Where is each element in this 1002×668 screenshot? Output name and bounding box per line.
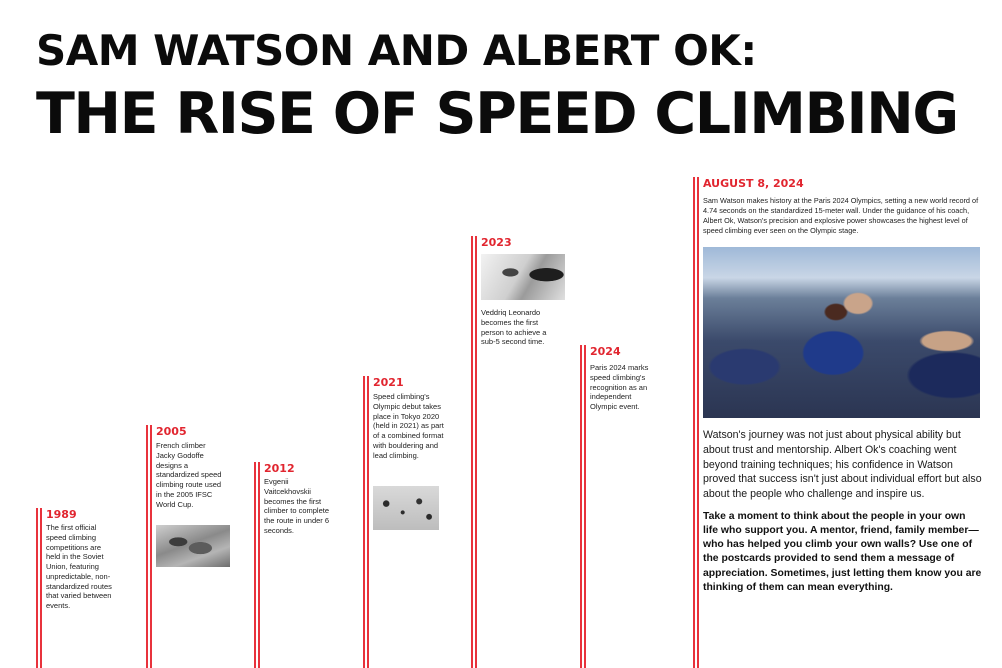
timeline-rail: [36, 508, 43, 668]
timeline-entry-2023: [471, 236, 571, 668]
timeline-rail: [146, 425, 153, 668]
event-description: Paris 2024 marks speed climbing's recognition as an independent Olympic event.: [590, 363, 649, 411]
event-year: AUGUST 8, 2024: [703, 177, 804, 190]
event-photo: [373, 486, 439, 530]
timeline-entry-2005: [146, 425, 236, 668]
page-title-line-2: THE RISE OF SPEED CLIMBING: [36, 81, 958, 147]
event-description: French climber Jacky Godoffe designs a standardized speed climbing route used in the 2005 IFSC World Cup.: [156, 441, 222, 509]
event-description: Veddriq Leonardo becomes the first person to achieve a sub-5 second time.: [481, 308, 547, 347]
timeline-rail: [693, 177, 700, 668]
event-paragraph: Watson's journey was not just about physical ability but about trust and mentorship. Albert Ok's coaching went beyond training techniques; his confidence in Watson proved that success isn't just about individual effort but also about the people who challenge and inspire us.: [703, 429, 982, 501]
event-description: Speed climbing's Olympic debut takes place in Tokyo 2020 (held in 2021) as part of a combined format with bouldering and lead climbing.: [373, 392, 444, 460]
timeline-entry-2021: [363, 376, 453, 668]
timeline-rail: [471, 236, 478, 668]
event-description: Sam Watson makes history at the Paris 2024 Olympics, setting a new world record of 4.74 seconds on the standardized 15-meter wall. Under the guidance of his coach, Albert Ok, Watson's precision and explosive power showcases the highest level of speed climbing ever seen on the Olympic stage.: [703, 196, 979, 236]
page-title-line-1: SAM WATSON AND ALBERT OK:: [36, 26, 757, 75]
event-photo: [156, 525, 230, 567]
call-to-action: Take a moment to think about the people in your own life who support you. A mentor, friend, family member—who has helped you climb your own walls? Use one of the postcards provided to send them a message of appreciation. Sometimes, just letting them know you are thinking of them can mean everything.: [703, 511, 982, 593]
timeline-entry-august-8-2024: [693, 177, 993, 668]
event-year: 1989: [46, 508, 77, 521]
event-description: The first official speed climbing competitions are held in the Soviet Union, featuring unpredictable, non-standardized routes that varied between events.: [46, 523, 112, 610]
event-photo: [481, 254, 565, 300]
event-year: 2012: [264, 462, 295, 475]
timeline-entry-2012: [254, 462, 334, 668]
event-year: 2023: [481, 236, 512, 249]
timeline-rail: [580, 345, 587, 668]
event-photo: [703, 247, 980, 418]
event-year: 2005: [156, 425, 187, 438]
timeline-rail: [363, 376, 370, 668]
event-year: 2024: [590, 345, 621, 358]
timeline-entry-2024: [580, 345, 670, 668]
event-description: Evgenii Vaitcekhovskii becomes the first climber to complete the route in under 6 seconds.: [264, 477, 330, 535]
timeline-entry-1989: [36, 508, 116, 668]
event-year: 2021: [373, 376, 404, 389]
timeline-rail: [254, 462, 261, 668]
